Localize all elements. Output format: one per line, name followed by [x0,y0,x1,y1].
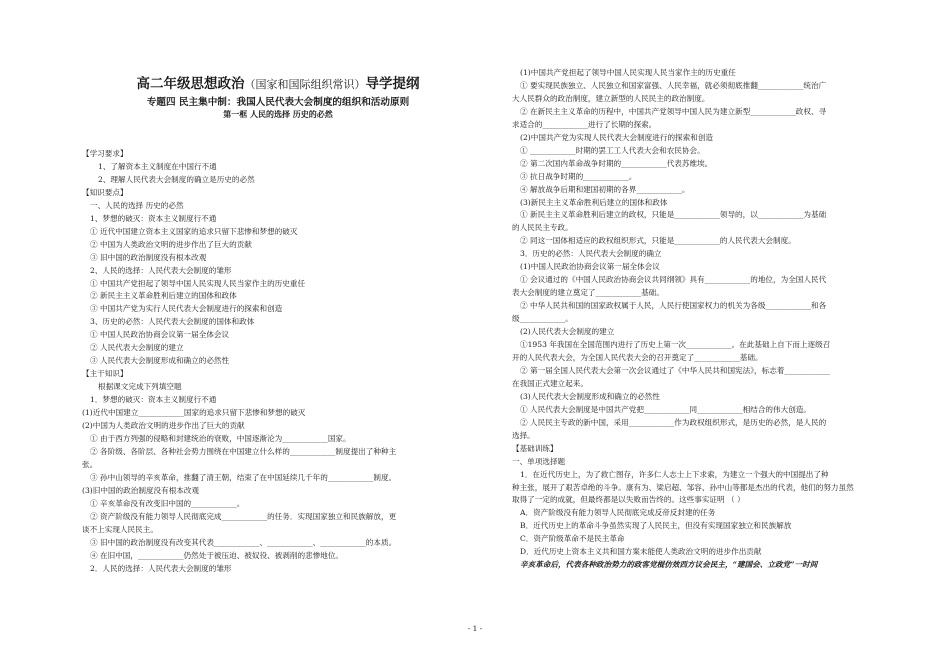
right-line: (3)新民主主义革命胜利后建立的国体和政体 [520,197,668,207]
right-line: (2)人民代表大会制度的建立 [520,327,615,337]
right-line: D．近代历史上资本主义共和国方案未能使人类政治文明的进步作出贡献 [520,547,762,557]
page-number: - 1 - [467,624,483,633]
right-line: ①1953 年我国在全国范围内进行了历史上第一次____________。在此基础上自下而上逐级召 [520,340,831,350]
left-line: 1、了解资本主义制度在中国行不通 [98,161,217,171]
right-line: (3)人民代表大会制度形成和确立的必然性 [520,391,660,401]
right-line: 在我国正式建立起来。 [512,378,588,388]
right-line: 开的人民代表大会，为全国人民代表大会的召开奠定了____________基础。 [512,352,763,362]
right-line: (1)中国人民政治协商会议第一届全体会议 [520,262,660,272]
right-line: 求适合的____________进行了长期的探索。 [512,119,657,129]
right-column [512,67,880,572]
right-line: ① 要实现民族独立、人民独立和国家富强、人民幸福，就必须彻底推翻____________统治广 [520,80,827,90]
left-line: ② 人民代表大会制度的建立 [90,343,184,353]
left-line: ① 中国人民政治协商会议第一届全体会议 [90,330,230,340]
left-column [82,148,474,575]
right-line: ① 人民代表大会制度是中国共产党把____________同____________相结合的伟大创造。 [520,404,811,414]
right-line: 3．历史的必然：人民代表大会制度的确立 [520,249,662,259]
left-line: 3、历史的必然：人民代表大会制度的国体和政体 [90,317,255,327]
right-line: ② 人民民主专政的新中国，采用____________作为政权组织形式，是历史的必然，是人民的 [520,417,827,427]
left-line: ② 中国为人类政治文明的进步作出了巨大的贡献 [90,239,252,249]
left-line: ① 由于西方列强的侵略和封建统治的衰败，中国逐渐沦为____________国家。 [90,433,351,443]
left-line: 2、理解人民代表大会制度的确立是历史的必然 [98,174,255,184]
right-line: 1．在近代历史上，为了救亡图存，许多仁人志士上下求索，为建立一个强大的中国提出了种 [520,469,829,479]
right-line: 大人民群众的政治制度，建立新型的人民民主的政治制度。 [512,93,710,103]
right-line: ① ____________时期的罢工工人代表大会和农民协会。 [520,145,705,155]
left-line: ① 近代中国建立资本主义国家的追求只留下悲惨和梦想的破灭 [90,226,298,236]
right-line: ③ 抗日战争时期的____________。 [520,171,637,181]
right-line: ① 会议通过的《中国人民政治协商会议共同纲领》具有____________的地位，为全国人民代 [520,275,827,285]
left-line: 一、人民的选择 历史的必然 [90,200,184,210]
topic-heading: 专题四 民主集中制：我国人民代表大会制度的组织和活动原则 [146,97,410,108]
left-line: 2、人民的选择：人民代表大会制度的雏形 [90,265,232,275]
left-line: 1．梦想的破灭：资本主义制度行不通 [90,395,217,405]
right-line: C．资产阶级革命不是民主革命 [520,534,625,544]
right-line: 的人民民主专政。 [512,223,573,233]
document-title [82,72,474,92]
right-line: ② 同这一国体相适应的政权组织形式，只能是____________的人民代表大会制度。 [520,236,796,246]
left-line: ④ 在旧中国，____________仍然处于被压迫、被奴役、被剥削的悲惨地位。 [90,550,344,560]
right-line: 一、单项选择题 [512,456,566,466]
title-subtitle: （国家和国际组织常识） [244,78,366,91]
right-line: ② 第二次国内革命战争时期的____________代表苏维埃。 [520,158,713,168]
left-line: 谈不上实现人民民主。 [82,524,158,534]
title-tail: 导学提纲 [365,76,420,92]
right-line: 辛亥革命后，代表各种政治势力的政客党棍仿效西方议会民主，“建国会、立政党”一时间 [520,560,818,570]
right-line: (2)中国共产党为实现人民代表大会制度进行的探索和创造 [520,132,714,142]
left-line: 1、梦想的破灭：资本主义制度行不通 [90,213,217,223]
right-line: ① 新民主主义革命胜利后建立的政权，只能是____________领导的，以____________为基础 [520,210,827,220]
left-line: (1)近代中国建立____________国家的追求只留下悲惨和梦想的破灭 [82,408,306,418]
right-line: 级____________。 [512,314,573,324]
left-line: ① 中国共产党担起了领导中国人民实现人民当家作主的历史重任 [90,278,306,288]
right-line: 表大会制度的建立奠定了____________基础。 [512,288,664,298]
left-line: ② 各阶级、各阶层、各种社会势力围绕在中国建立什么样的____________制度提出了种种主 [90,446,397,456]
right-line: A．资产阶级没有能力领导人民彻底完成反帝反封建的任务 [520,508,716,518]
left-line: ② 新民主主义革命胜利后建立的国体和政体 [90,291,237,301]
left-line: ② 资产阶级没有能力领导人民彻底完成____________的任务．实现国家独立和民族解放，更 [90,511,397,521]
right-line: (1)中国共产党担起了领导中国人民实现人民当家作主的历史重任 [520,68,736,77]
right-line: ② 中华人民共和国的国家政权属于人民，人民行使国家权力的机关为各级____________和各 [520,301,827,311]
left-line: ① 辛亥革命没有改变旧中国的____________。 [90,498,245,508]
left-line: ③ 孙中山领导的辛亥革命，推翻了清王朝，结束了在中国延续几千年的____________制度。 [90,472,397,482]
right-line: ② 第一届全国人民代表大会第一次会议通过了《中华人民共和国宪法》，标志着____________ [520,365,830,375]
left-line: 张。 [82,459,98,469]
right-line: 【基础训练】 [512,443,558,453]
left-line: 【学习要求】 [82,149,128,158]
left-line: (3)旧中国的政治制度没有根本改观 [82,485,200,495]
right-line: 种主张，展开了艰苦卓绝的斗争。康有为、梁启超、邹容、孙中山等都是杰出的代表，他们的努力虽然 [512,482,854,492]
title-main: 高二年级思想政治 [136,76,245,92]
left-line: ③ 中国共产党为实行人民代表大会制度进行的探索和创造 [90,304,283,314]
left-line: ③ 旧中国的政治制度没有根本改观 [90,252,207,262]
lesson-heading: 第一框 人民的选择 历史的必然 [223,110,333,119]
left-line: 【主干知识】 [82,369,128,379]
right-line: ② 在新民主主义革命的历程中，中国共产党领导中国人民为建立新型____________政权、寻 [520,106,827,116]
right-line: 选择。 [512,430,535,440]
left-line: ③ 旧中国的政治制度没有改变其代表____________、____________、____________的本质。 [90,537,397,547]
left-line: 【知识要点】 [82,187,128,197]
left-line: 根据课文完成下列填空题 [98,382,182,392]
left-line: ③ 人民代表大会制度形成和确立的必然性 [90,356,230,366]
right-line: 取得了一定的成就，但最终都是以失败而告终的。这些事实证明 （ ） [512,495,745,505]
left-line: (2)中国为人类政治文明的进步作出了巨大的贡献 [82,421,245,431]
right-line: ④ 解放战争后期和建国初期的各界____________。 [520,184,690,194]
left-line: 2．人民的选择：人民代表大会制度的雏形 [90,563,232,573]
right-line: B．近代历史上的革命斗争虽然实现了人民民主，但没有实现国家独立和民族解放 [520,521,792,531]
